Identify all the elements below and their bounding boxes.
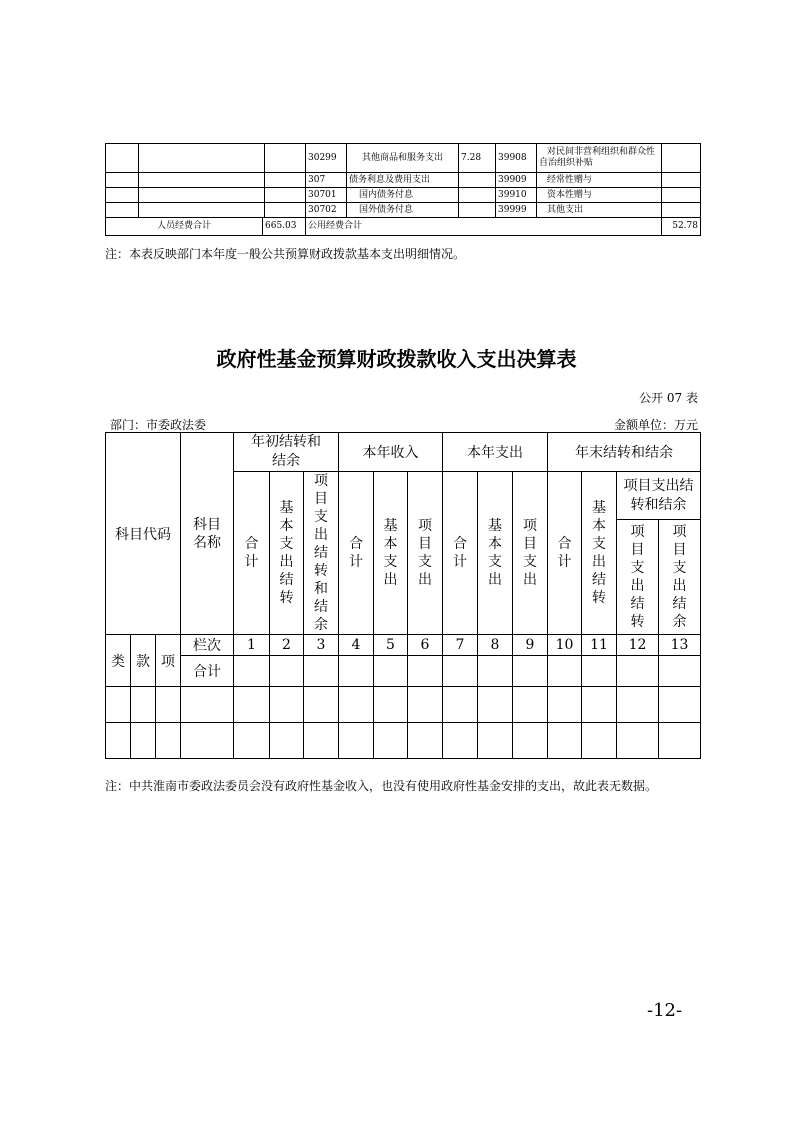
- lei-label: 类: [106, 635, 131, 687]
- name-cell: 其他商品和服务支出: [347, 144, 459, 173]
- personnel-total-label: 人员经费合计: [156, 221, 211, 231]
- col-project-carry: 项 目 支 出 结 转 和 结 余: [304, 472, 339, 635]
- name-cell: 国内债务付息: [347, 188, 459, 203]
- column-number: 12: [617, 635, 659, 656]
- project-carry-surplus-header: 项目支出结转和结余: [617, 472, 701, 520]
- personnel-total-value: 665.03: [262, 218, 305, 235]
- kuan-label: 款: [131, 635, 156, 687]
- table-row: [106, 687, 701, 723]
- col-project-expense: 项 目 支 出: [513, 472, 548, 635]
- column-number: 4: [339, 635, 374, 656]
- column-number: 13: [659, 635, 701, 656]
- code-cell: 39999: [496, 203, 537, 218]
- page-title: 政府性基金预算财政拨款收入支出决算表: [216, 347, 577, 371]
- fund-budget-table: [105, 432, 701, 759]
- name-cell: 资本性赠与: [537, 188, 662, 203]
- col-basic-expense: 基 本 支 出: [374, 472, 408, 635]
- column-number: 3: [304, 635, 339, 656]
- code-cell: 307: [306, 173, 347, 188]
- amount-cell: [459, 203, 496, 218]
- table-number: 公开 07 表: [639, 391, 698, 405]
- amount-cell: 7.28: [459, 144, 496, 173]
- public-total-label: 公用经费合计: [306, 218, 662, 236]
- column-number: 11: [582, 635, 617, 656]
- col-total: 合 计: [548, 472, 582, 635]
- code-cell: 30702: [306, 203, 347, 218]
- col-total: 合 计: [234, 472, 270, 635]
- column-number: 5: [374, 635, 408, 656]
- amount-cell: [459, 188, 496, 203]
- total-label: 合计: [181, 656, 234, 687]
- table-row: [106, 723, 701, 759]
- col-project-carry: 项 目 支 出 结 转: [617, 520, 659, 635]
- name-cell: 债务利息及费用支出: [347, 173, 459, 188]
- expenditure-detail-table: [105, 143, 701, 236]
- begin-balance-header: 年初结转和结余: [234, 433, 339, 472]
- code-cell: 39908: [496, 144, 537, 173]
- column-number: 8: [478, 635, 513, 656]
- col-basic-carry: 基 本 支 出 结 转: [582, 472, 617, 635]
- public-total-value: 52.78: [662, 218, 701, 236]
- column-number-label: 栏次: [181, 635, 234, 656]
- table-row: [106, 173, 701, 188]
- table-row: [106, 144, 701, 173]
- end-balance-header: 年末结转和结余: [548, 433, 701, 472]
- name-cell: 国外债务付息: [347, 203, 459, 218]
- subject-name-header: 科目 名称: [181, 433, 234, 635]
- name-cell: 对民间非营利组织和群众性自治组织补贴: [537, 144, 662, 173]
- col-total: 合 计: [339, 472, 374, 635]
- column-number: 1: [234, 635, 270, 656]
- column-number: 6: [408, 635, 443, 656]
- table-note: 注：本表反映部门本年度一般公共预算财政拨款基本支出明细情况。: [105, 247, 466, 261]
- column-number: 7: [443, 635, 478, 656]
- column-number: 10: [548, 635, 582, 656]
- code-cell: 30701: [306, 188, 347, 203]
- total-row: [106, 218, 701, 236]
- col-total: 合 计: [443, 472, 478, 635]
- name-cell: 其他支出: [537, 203, 662, 218]
- name-cell: 经常性赠与: [537, 173, 662, 188]
- table-row: [106, 188, 701, 203]
- xiang-label: 项: [156, 635, 181, 687]
- page-number: -12-: [647, 1000, 683, 1021]
- column-number-row: [106, 635, 701, 656]
- amount-unit-label: 金额单位：万元: [613, 418, 698, 432]
- table-note: 注：中共淮南市委政法委员会没有政府性基金收入，也没有使用政府性基金安排的支出，故此表无数据。: [105, 779, 658, 793]
- amount-cell: [459, 173, 496, 188]
- col-basic-carry: 基 本 支 出 结 转: [270, 472, 304, 635]
- code-cell: 39910: [496, 188, 537, 203]
- subject-code-header: 科目代码: [106, 433, 181, 635]
- column-number: 2: [270, 635, 304, 656]
- table-row: [106, 203, 701, 218]
- total-row: [106, 656, 701, 687]
- col-project-expense: 项 目 支 出: [408, 472, 443, 635]
- expense-header: 本年支出: [443, 433, 548, 472]
- income-header: 本年收入: [339, 433, 443, 472]
- code-cell: 30299: [306, 144, 347, 173]
- col-basic-expense: 基 本 支 出: [478, 472, 513, 635]
- column-number: 9: [513, 635, 548, 656]
- code-cell: 39909: [496, 173, 537, 188]
- department-label: 部门：市委政法委: [110, 418, 207, 432]
- col-project-surplus: 项 目 支 出 结 余: [659, 520, 701, 635]
